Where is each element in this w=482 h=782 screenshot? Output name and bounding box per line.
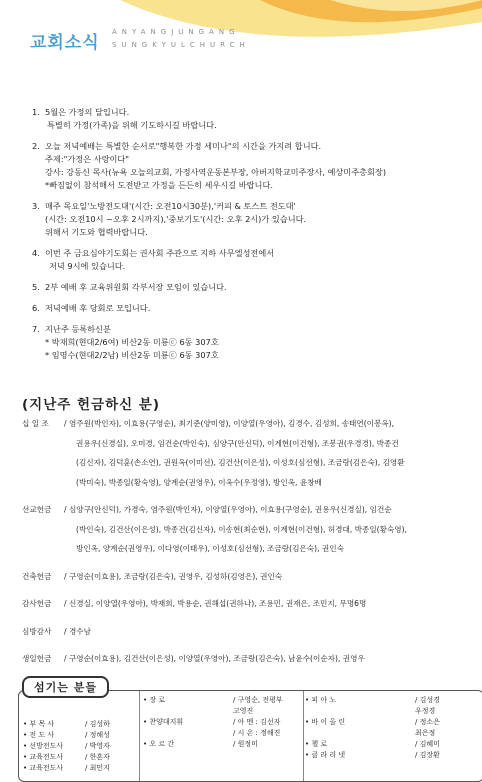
notice-line: 오늘 저녁예배는 특별한 순서로"행복한 가정 세미나"의 시간을 가지려 합니다. — [45, 141, 322, 151]
notice-item — [32, 106, 472, 132]
notice-item — [32, 323, 472, 362]
server-entry: • 첼 로 / 김혜미 — [305, 740, 440, 748]
offering-list — [22, 414, 477, 677]
server-entry: • 선방전도사 / 박영자 — [23, 742, 110, 750]
offering-names: / 심양구(안신덕), 가경숙, 염주원(박인자), 이양열(우영아), 이효용(구영순), 권용우(신경실), 임건순 — [64, 505, 392, 514]
offering-category: 건축헌금 — [22, 571, 52, 581]
server-entry: 우정경 — [415, 707, 436, 715]
server-entry: 고영진 — [233, 707, 254, 715]
offering-section-title: (지난주 헌금하신 분) — [22, 397, 161, 413]
offering-category: 감사헌금 — [22, 599, 52, 608]
notice-item — [32, 140, 472, 192]
offering-category: 십 일 조 — [22, 419, 49, 428]
offering-names: (박인숙), 김건산(이은성), 박종건(김신자), 이송현(최순현), 이계현(이건형), 허경대, 박종일(황숙영), — [76, 524, 408, 534]
server-entry: • 오 르 간 / 원정미 — [143, 740, 258, 748]
servers-title: 섬기는 분들 — [22, 676, 109, 698]
offering-names: / 구영순(이효용), 조금랑(김은숙), 권영우, 김성하(김영은), 권인숙 — [64, 571, 283, 581]
offering-group-tithe — [22, 414, 477, 492]
notice-line: 위해서 기도와 협력바랍니다. — [45, 227, 148, 237]
offering-category: 선교헌금 — [22, 505, 52, 514]
servers-column-1 — [23, 719, 141, 774]
notice-line: 5월은 가정의 달입니다. — [45, 107, 130, 117]
notice-line: (시간: 오전10시 ~오후 2시까지),'중보기도'(시간: 오후 2시)가 있습니다. — [45, 214, 307, 224]
notice-item — [32, 302, 472, 315]
servers-section — [18, 676, 482, 778]
server-entry: 최은정 — [415, 729, 436, 737]
notice-line: 특별히 가정(가족)을 위해 기도하시길 바랍니다. — [47, 120, 217, 130]
offering-names: 방인옥, 양계순(권영우), 이다영(이태우), 이성호(심선형), 조금랑(김은숙), 권인숙 — [76, 544, 344, 553]
notice-number: 2. — [32, 141, 40, 151]
notice-line: 이번 주 금요심야기도회는 권사회 주관으로 지하 사무엘성전에서 — [45, 248, 275, 258]
server-entry: / 시 온 : 정해진 — [233, 729, 281, 737]
church-name-en-line2: SUNGKYULCHURCH — [112, 41, 250, 49]
server-entry: • 바 이 올 린 / 정소은 — [305, 718, 440, 726]
notice-line: 2부 예배 후 교육위원회 각부서장 모임이 있습니다. — [45, 282, 227, 292]
offering-names: / 염주원(박인자), 이효용(구영순), 최기준(양미영), 이양열(우영아), 김경수, 김성희, 송태연(이봉옥), — [64, 419, 395, 428]
offering-names: (박미숙), 박종일(황숙영), 양계순(권영우), 이옥수(우정영), 방인옥, 윤창배 — [76, 477, 322, 487]
notice-number: 5. — [32, 282, 40, 292]
offering-names: (김신자), 김덕훈(손소연), 권원옥(이미선), 김건산(이은성), 이성호(심선형), 조금랑(김은숙), 김영환 — [76, 458, 405, 467]
notice-line: 저녁예배 후 당회로 모입니다. — [45, 303, 151, 313]
server-entry: • 교육전도사 / 최민지 — [23, 764, 110, 772]
offering-names: 권용우(신경실), 오미경, 임건순(박인숙), 심양구(안신덕), 이계현(이건형), 조봉권(우경경), 박종건 — [76, 438, 399, 448]
servers-grid — [18, 690, 482, 782]
notice-line: 주제:"가정은 사랑이다" — [45, 154, 130, 164]
offering-names: / 신경실, 이양열(우영아), 박재희, 박용순, 권해섭(권하나), 조용민, 권재은, 조민지, 무명6명 — [64, 599, 367, 608]
servers-column-3 — [305, 695, 481, 761]
offering-names: / 경수남 — [64, 626, 91, 636]
notice-item — [32, 281, 472, 294]
offering-group-visit — [22, 622, 477, 642]
offering-names: / 구영순(이효용), 김건산(이은성), 이양열(우영아), 조금랑(김은숙), 남윤수(이순자), 권영우 — [64, 654, 365, 663]
notice-line: 매주 목요일'노방전도대'(시간: 오전10시30분),'커피 & 토스트 전도대' — [45, 201, 296, 211]
server-entry: • 피 아 노 / 김성경 — [305, 696, 440, 704]
offering-group-thanks — [22, 594, 477, 614]
server-entry: • 부 목 사 / 김성하 — [23, 720, 110, 728]
notice-line: * 박재희(현대2/6여) 비산2동 미룡ⓒ 6동 307호 — [45, 337, 219, 347]
server-entry: • 전 도 사 / 정해성 — [23, 731, 110, 739]
offering-category: 심방감사 — [22, 626, 52, 636]
notice-line: 저녁 9시에 있습니다. — [49, 261, 126, 271]
server-entry: • 클 라 리 넷 / 김장환 — [305, 751, 440, 759]
header-banner — [0, 0, 482, 70]
notice-line: *빠짐없이 참석해서 도전받고 가정을 든든히 세우시길 바랍니다. — [45, 180, 273, 190]
notice-item — [32, 247, 472, 273]
notice-line: 지난주 등록하신분 — [45, 324, 111, 334]
offering-category: 생일헌금 — [22, 654, 52, 663]
notice-item — [32, 200, 472, 239]
notice-number: 4. — [32, 248, 40, 258]
notice-line: * 임명수(현대2/2남) 비산2동 미룡ⓒ 6동 307호 — [45, 350, 219, 360]
notice-line: 강사: 강동신 목사(뉴욕 오늘의교회, 가정사역운동본부장, 아버지학교미주장사, 예상미주총회장) — [45, 167, 387, 177]
page-title: 교회소식 — [30, 33, 100, 53]
church-name-en-line1: ANYANGJUNGANG — [112, 28, 240, 36]
notice-number: 7. — [32, 324, 40, 334]
notice-number: 1. — [32, 107, 40, 117]
notice-list — [32, 106, 472, 370]
servers-column-2 — [143, 695, 305, 750]
offering-group-mission — [22, 500, 477, 559]
offering-group-building — [22, 567, 477, 587]
server-entry: • 장 로 / 구영순, 전평부 — [143, 696, 283, 704]
offering-group-birthday — [22, 649, 477, 669]
notice-number: 6. — [32, 303, 40, 313]
notice-number: 3. — [32, 201, 40, 211]
server-entry: • 교육전도사 / 한혼자 — [23, 753, 110, 761]
server-entry: • 찬양대지휘 / 아 멘 : 김선자 — [143, 718, 281, 726]
